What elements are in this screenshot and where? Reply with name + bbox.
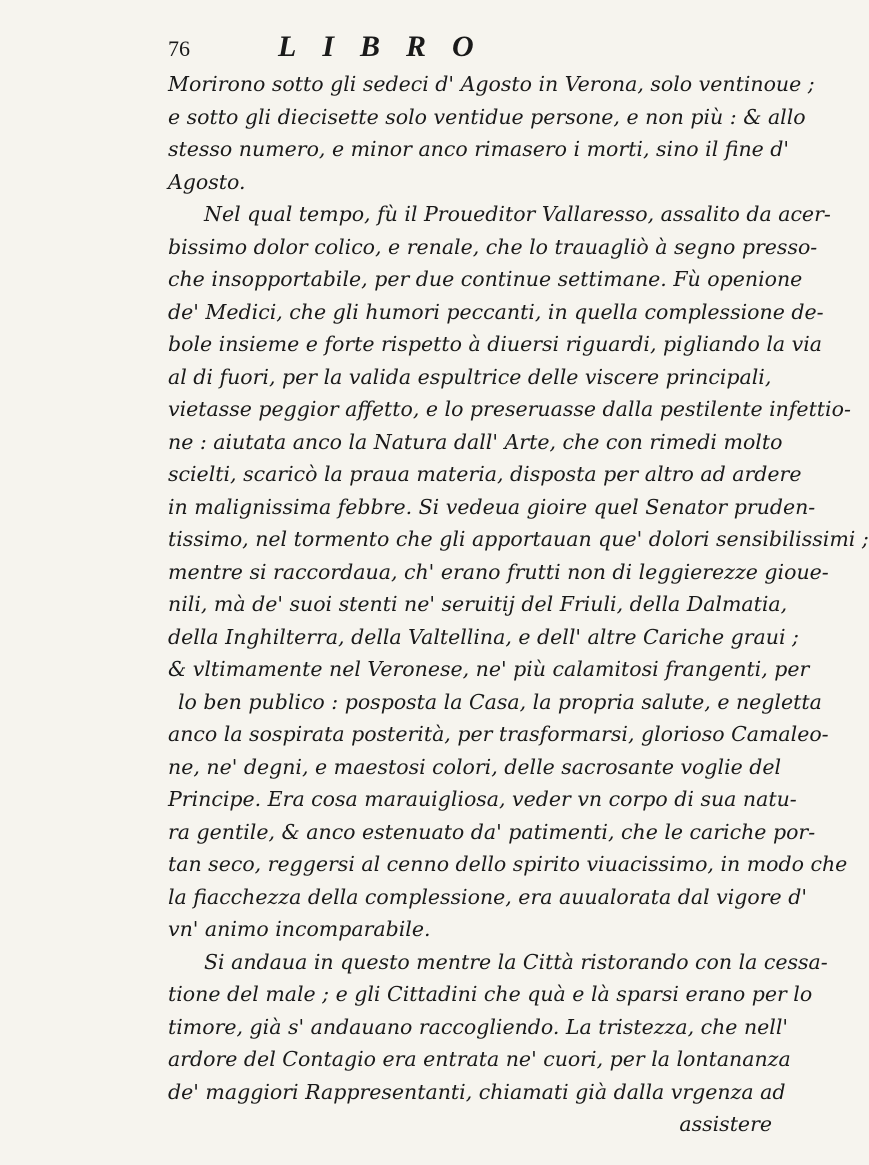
running-head	[168, 30, 768, 70]
text-line: bissimo dolor colico, e renale, che lo trauagliò à segno presso-	[168, 234, 818, 259]
text-line: ra gentile, & anco estenuato da' patimenti, che le cariche por-	[168, 819, 816, 844]
text-line: Morirono sotto gli sedeci d' Agosto in Verona, solo ventinoue ;	[168, 72, 815, 96]
text-line: al di fuori, per la valida espultrice delle viscere principali,	[168, 364, 772, 389]
text-line: & vltimamente nel Veronese, ne' più calamitosi frangenti, per	[168, 657, 810, 681]
text-line: ne, ne' degni, e maestosi colori, delle sacrosante voglie del	[168, 754, 782, 779]
text-line: mentre si raccordaua, ch' erano frutti non di leggierezze gioue-	[168, 559, 829, 584]
text-line: Agosto.	[168, 169, 246, 194]
text-line: vn' animo incomparabile.	[168, 917, 431, 941]
text-line: stesso numero, e minor anco rimasero i morti, sino il fine d'	[168, 137, 790, 161]
text-line: bole insieme e forte rispetto à diuersi riguardi, pigliando la via	[168, 332, 822, 356]
text-line: tissimo, nel tormento che gli apportauan que' dolori sensibilissimi ;	[168, 527, 869, 551]
text-line: in malignissima febbre. Si vedeua gioire quel Senator pruden-	[168, 494, 816, 519]
paragraph-start-line: Nel qual tempo, fù il Proueditor Vallaresso, assalito da acer-	[204, 202, 831, 226]
text-line: della Inghilterra, della Valtellina, e dell' altre Cariche graui ;	[168, 624, 799, 649]
text-line: tan seco, reggersi al cenno dello spirito viuacissimo, in modo che	[168, 852, 848, 876]
text-line: Principe. Era cosa marauigliosa, veder vn corpo di sua natu-	[168, 787, 797, 811]
text-line: anco la sospirata posterità, per trasformarsi, glorioso Camaleo-	[168, 722, 829, 746]
text-line: che insopportabile, per due continue settimane. Fù openione	[168, 267, 803, 291]
text-line: ardore del Contagio era entrata ne' cuori, per la lontananza	[168, 1047, 791, 1071]
text-line: ne : aiutata anco la Natura dall' Arte, che con rimedi molto	[168, 429, 783, 454]
paragraph-start-line: Si andaua in questo mentre la Città ristorando con la cessa-	[204, 949, 828, 974]
page-number: 76	[168, 36, 190, 61]
text-line: la fiacchezza della complessione, era auualorata dal vigore d'	[168, 884, 807, 909]
text-line: de' maggiori Rappresentanti, chiamati già dalla vrgenza ad	[168, 1079, 786, 1104]
text-line: tione del male ; e gli Cittadini che quà e là sparsi erano per lo	[168, 982, 813, 1006]
text-line: nili, mà de' suoi stenti ne' seruitij del Friuli, della Dalmatia,	[168, 592, 788, 616]
body-text	[168, 68, 869, 1141]
text-line: scielti, scaricò la praua materia, disposta per altro ad ardere	[168, 462, 802, 486]
text-line: lo ben publico : posposta la Casa, la propria salute, e negletta	[178, 689, 822, 714]
text-line: timore, già s' andauano raccogliendo. La tristezza, che nell'	[168, 1014, 789, 1039]
running-title: LIBRO	[278, 30, 500, 63]
text-line: de' Medici, che gli humori peccanti, in quella complessione de-	[168, 299, 824, 324]
text-line: vietasse peggior affetto, e lo preseruasse dalla pestilente infettio-	[168, 397, 851, 421]
catchword: assistere	[679, 1112, 772, 1136]
text-line: e sotto gli diecisette solo ventidue persone, e non più : & allo	[168, 104, 806, 129]
